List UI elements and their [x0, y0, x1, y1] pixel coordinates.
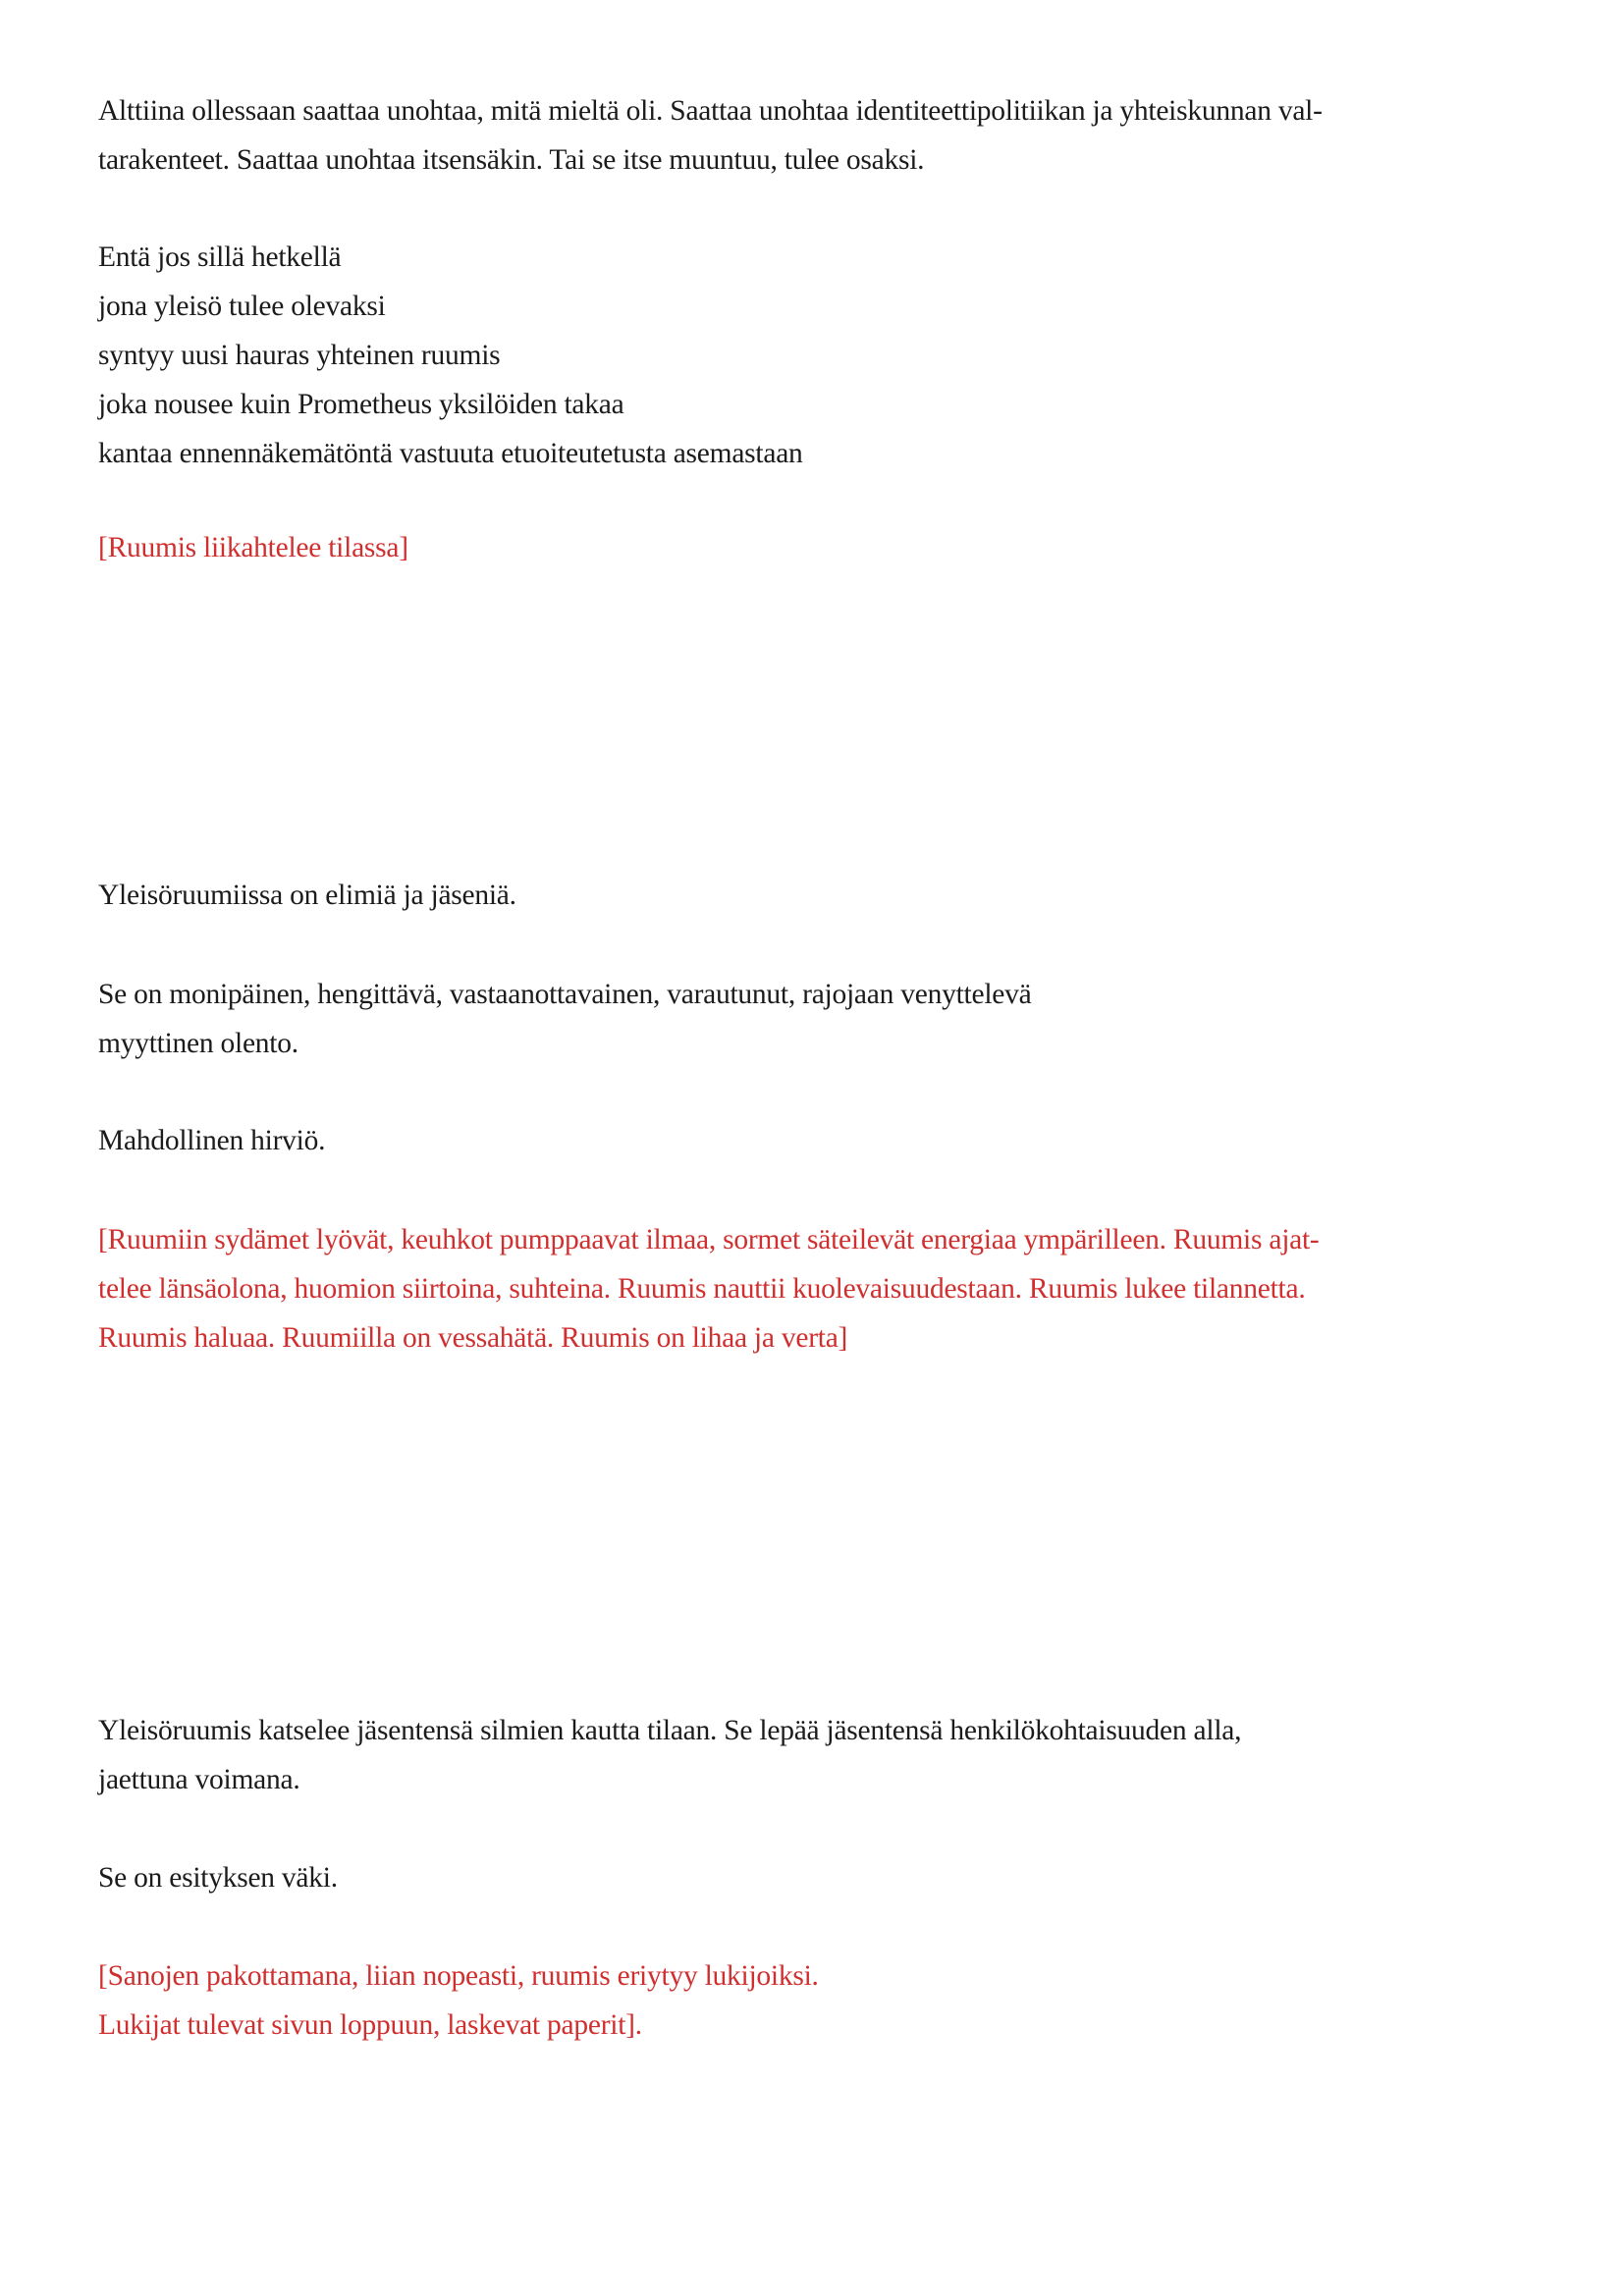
text-line: Ruumis haluaa. Ruumiilla on vessahätä. Ruumis on lihaa ja verta] — [98, 1322, 848, 1354]
text-line: Lukijat tulevat sivun loppuun, laskevat paperit]. — [98, 2009, 642, 2041]
text-line: Alttiina ollessaan saattaa unohtaa, mitä mieltä oli. Saattaa unohtaa identiteettipolitiikan ja yhteiskunnan val- — [98, 95, 1323, 127]
text-line: Yleisöruumiissa on elimiä ja jäseniä. — [98, 880, 516, 911]
body-paragraph-creature — [98, 970, 1526, 1068]
text-line: [Sanojen pakottamana, liian nopeasti, ruumis eriytyy lukijoiksi. — [98, 1960, 819, 1992]
text-line: telee länsäolona, huomion siirtoina, suhteina. Ruumis nauttii kuolevaisuudestaan. Ruumis lukee tilannetta. — [98, 1273, 1306, 1305]
body-line-organs — [98, 871, 1526, 920]
text-line: tarakenteet. Saattaa unohtaa itsensäkin. Tai se itse muuntuu, tulee osaksi. — [98, 144, 925, 176]
text-line: Yleisöruumis katselee jäsentensä silmien kautta tilaan. Se lepää jäsentensä henkilökohtaisuuden alla, — [98, 1715, 1242, 1746]
stage-direction-2 — [98, 1215, 1526, 1362]
text-line: [Ruumiin sydämet lyövät, keuhkot pumppaavat ilmaa, sormet säteilevät energiaa ympärilleen. Ruumis ajat- — [98, 1224, 1320, 1255]
intro-paragraph — [98, 86, 1526, 185]
body-paragraph-gaze — [98, 1706, 1526, 1804]
body-line-folk — [98, 1853, 1526, 1902]
text-line: syntyy uusi hauras yhteinen ruumis — [98, 340, 501, 371]
text-line: joka nousee kuin Prometheus yksilöiden takaa — [98, 389, 624, 420]
body-line-monster — [98, 1116, 1526, 1165]
text-line: Se on esityksen väki. — [98, 1862, 338, 1894]
verse-block — [98, 233, 1526, 478]
stage-direction-3 — [98, 1951, 1526, 2050]
stage-direction-1 — [98, 523, 1526, 572]
text-line: Mahdollinen hirviö. — [98, 1125, 326, 1156]
text-line: jaettuna voimana. — [98, 1764, 300, 1795]
text-line: myyttinen olento. — [98, 1028, 298, 1059]
text-line: jona yleisö tulee olevaksi — [98, 291, 386, 322]
text-line: [Ruumis liikahtelee tilassa] — [98, 532, 408, 563]
text-line: Se on monipäinen, hengittävä, vastaanottavainen, varautunut, rajojaan venyttelevä — [98, 979, 1032, 1010]
text-line: Entä jos sillä hetkellä — [98, 241, 342, 273]
text-line: kantaa ennennäkemätöntä vastuuta etuoiteutetusta asemastaan — [98, 438, 803, 469]
